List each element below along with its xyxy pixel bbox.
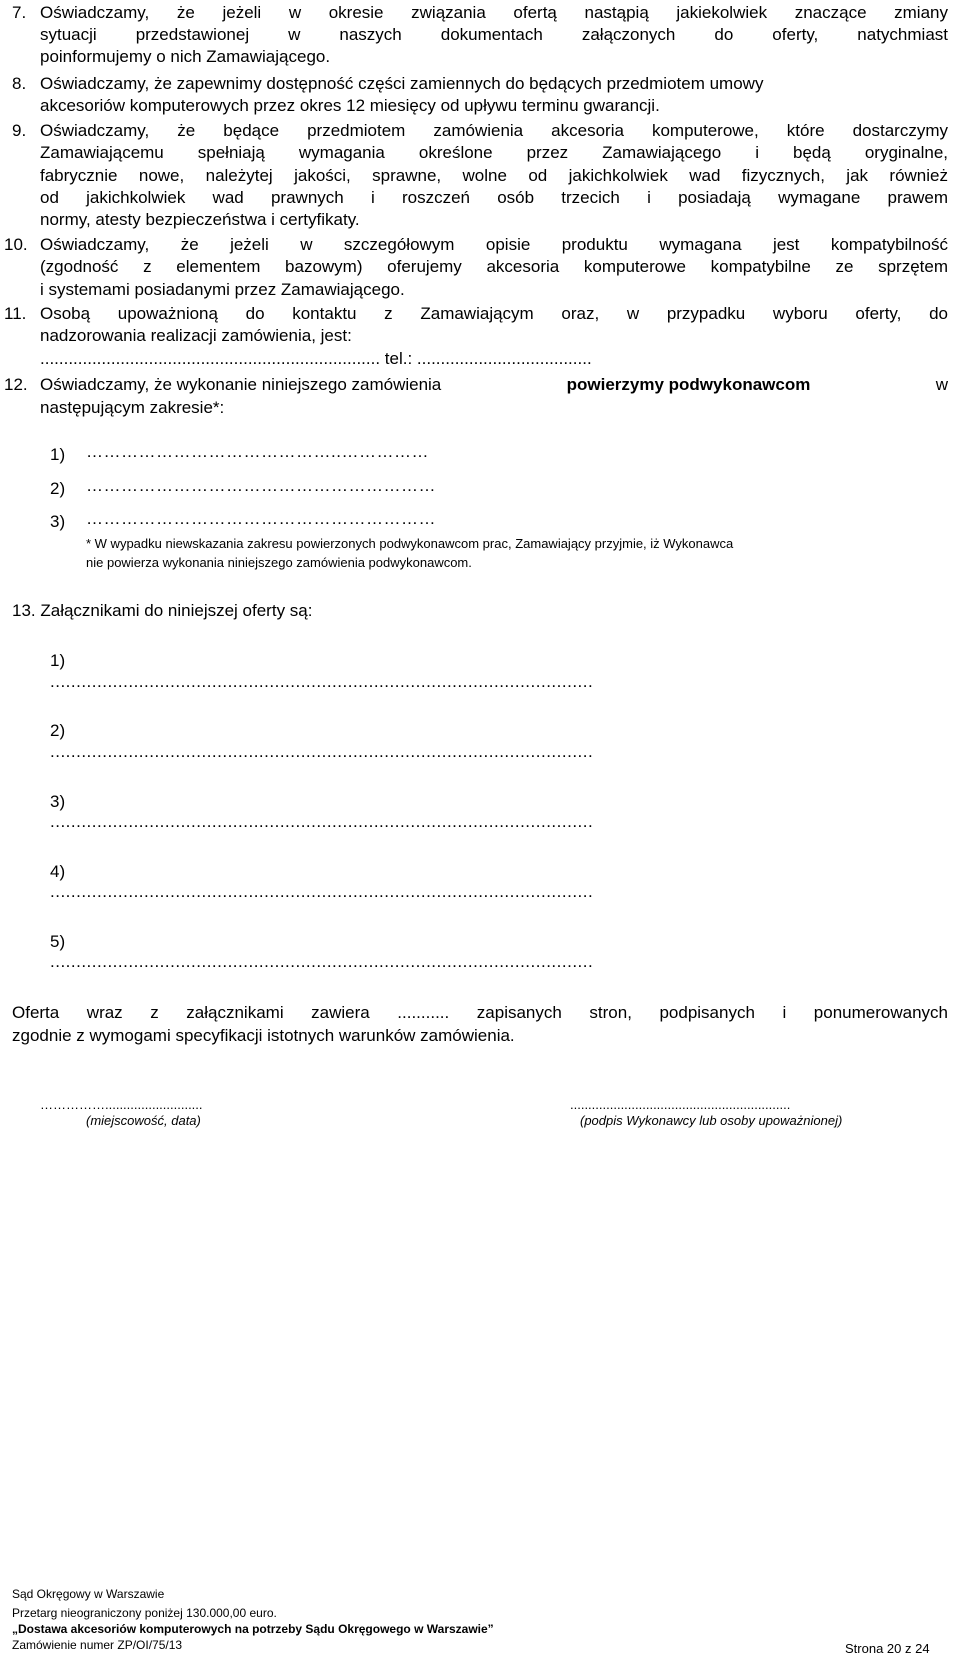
place-date-dots: ……………...........................: [40, 1097, 203, 1112]
item-text-line: normy, atesty bezpieczeństwa i certyfikaty.: [40, 210, 360, 229]
subcontract-fill: ……………………………………..……………: [86, 442, 429, 461]
attachments-heading: 13. Załącznikami do niniejszej oferty są:: [12, 601, 313, 620]
item-text-line: sytuacji przedstawionej w naszych dokumentach załączonych do oferty, natychmiast: [40, 25, 948, 44]
footnote: * W wypadku niewskazania zakresu powierzonych podwykonawcom prac, Zamawiający przyjmie, iż Wykonawca: [86, 536, 734, 551]
item-text-line: nadzorowania realizacji zamówienia, jest:: [40, 326, 352, 345]
item-number: 7.: [12, 3, 27, 22]
footer-tender: Przetarg nieograniczony poniżej 130.000,00 euro.: [12, 1606, 277, 1620]
item-number: 9.: [12, 121, 27, 140]
attachment-number: 5): [50, 932, 66, 951]
footer-order-number: Zamówienie numer ZP/OI/75/13: [12, 1638, 183, 1652]
attachment-fill: ........................................................................................................: [50, 672, 594, 691]
footnote: nie powierza wykonania niniejszego zamówienia podwykonawcom.: [86, 555, 472, 570]
item-text-line: i systemami posiadanymi przez Zamawiającego.: [40, 280, 405, 299]
item-text-line: Oświadczamy, że zapewnimy dostępność części zamiennych do będących przedmiotem umowy: [40, 74, 764, 93]
item-text-line: akcesoriów komputerowych przez okres 12 miesięcy od upływu terminu gwarancji.: [40, 96, 660, 115]
item-text: w: [935, 375, 948, 394]
page-number: Strona 20 z 24: [845, 1641, 930, 1656]
subcontract-number: 3): [50, 512, 66, 531]
item-text-line: Oświadczamy, że jeżeli w okresie związania ofertą nastąpią jakiekolwiek znaczące zmiany: [40, 3, 948, 22]
item-text-line: Oświadczamy, że jeżeli w szczegółowym opisie produktu wymagana jest kompatybilność: [40, 235, 948, 254]
item-text-line: (zgodność z elementem bazowym) oferujemy akcesoria komputerowe kompatybilne ze sprzętem: [40, 257, 948, 276]
subcontract-fill: ……………………………………………………: [86, 509, 436, 528]
attachment-number: 3): [50, 792, 66, 811]
subcontract-fill: ……………………………………………………: [86, 476, 436, 495]
closing-line: Oferta wraz z załącznikami zawiera ........... zapisanych stron, podpisanych i ponumerowanych: [12, 1003, 948, 1022]
attachment-number: 1): [50, 651, 66, 670]
item-text-line: Oświadczamy, że będące przedmiotem zamówienia akcesoria komputerowe, które dostarczymy: [40, 121, 948, 140]
attachment-fill: ........................................................................................................: [50, 812, 594, 831]
attachment-number: 2): [50, 721, 66, 740]
item-text-line: od jakichkolwiek wad prawnych i roszczeń osób trzecich i posiadają wymagane prawem: [40, 188, 948, 207]
item-number: 8.: [12, 74, 27, 93]
item-text: Oświadczamy, że wykonanie niniejszego zamówienia: [40, 375, 442, 394]
item-number: 12.: [4, 375, 28, 394]
item-text-bold: powierzymy podwykonawcom: [566, 375, 811, 394]
attachment-fill: ........................................................................................................: [50, 742, 594, 761]
item-text-line: następującym zakresie*:: [40, 398, 225, 417]
item-number: 11.: [4, 304, 27, 323]
subcontract-number: 1): [50, 445, 66, 464]
signature-dots: .............................................................: [570, 1097, 791, 1112]
item-text-line: Osobą upoważnioną do kontaktu z Zamawiającym oraz, w przypadku wyboru oferty, do: [40, 304, 948, 323]
footer-court: Sąd Okręgowy w Warszawie: [12, 1587, 165, 1601]
closing-line: zgodnie z wymogami specyfikacji istotnych warunków zamówienia.: [12, 1026, 515, 1045]
attachment-fill: ........................................................................................................: [50, 952, 594, 971]
subcontract-number: 2): [50, 479, 66, 498]
item-text-line: fabrycznie nowe, należytej jakości, sprawne, wolne od jakichkolwiek wad fizycznych, jak również: [40, 166, 948, 185]
item-number: 10.: [4, 235, 28, 254]
footer-title: „Dostawa akcesoriów komputerowych na potrzeby Sądu Okręgowego w Warszawie”: [12, 1622, 494, 1636]
place-date-label: (miejscowość, data): [86, 1113, 201, 1128]
attachment-fill: ........................................................................................................: [50, 882, 594, 901]
attachment-number: 4): [50, 862, 66, 881]
item-text-line: poinformujemy o nich Zamawiającego.: [40, 47, 331, 66]
contact-field: ........................................................................ tel.: .....................................: [40, 349, 592, 368]
item-text-line: Zamawiającemu spełniają wymagania określone przez Zamawiającego i będą oryginalne,: [40, 143, 948, 162]
signature-label: (podpis Wykonawcy lub osoby upoważnionej): [580, 1113, 843, 1128]
